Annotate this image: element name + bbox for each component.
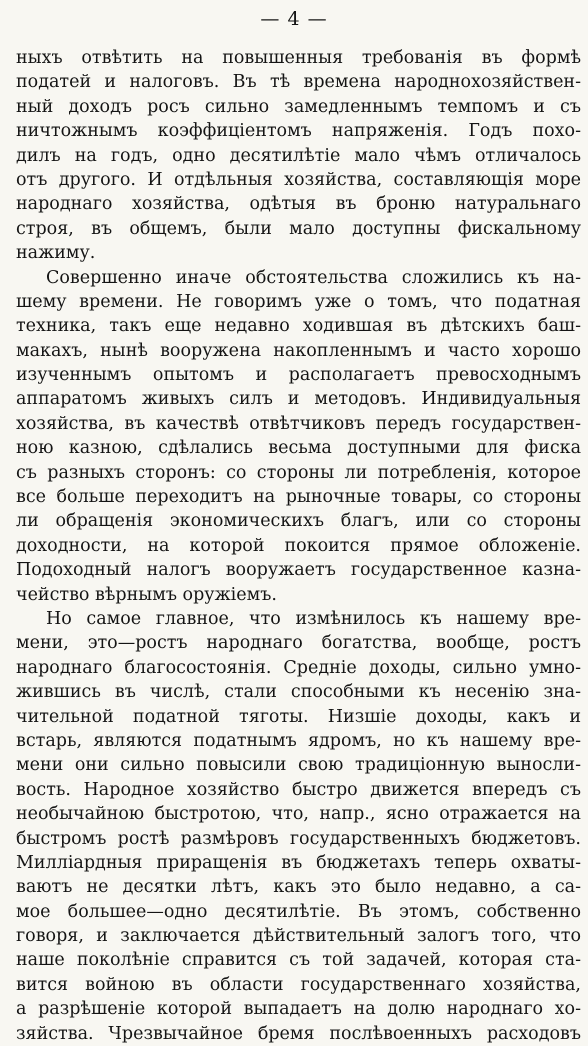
body-text	[16, 46, 581, 1046]
text-line: ною казною, сдѣлались весьма доступными для фиска	[16, 438, 581, 459]
text-line: а разрѣшеніе которой выпадаетъ на долю народнаго хо-	[16, 999, 581, 1020]
text-line: Подоходный налогъ вооружаетъ государственное казна-	[16, 560, 581, 581]
text-line: говоря, и заключается дѣйствительный залогъ того, что	[16, 926, 581, 947]
text-line: Совершенно иначе обстоятельства сложились къ на-	[46, 267, 581, 288]
text-line: аппаратомъ живыхъ силъ и методовъ. Индивидуальныя	[16, 389, 581, 410]
text-line: народнаго хозяйства, одѣтыя въ броню натуральнаго	[16, 194, 581, 215]
page-number: — 4 —	[260, 8, 328, 30]
text-line: ный доходъ росъ сильно замедленнымъ темпомъ и съ	[16, 96, 581, 117]
text-line: доходности, на которой покоится прямое обложеніе.	[16, 535, 581, 556]
text-line: чейство вѣрнымъ оружіемъ.	[16, 584, 277, 605]
text-line: ли обращенія экономическихъ благъ, или со стороны	[16, 511, 581, 532]
text-line: мени они сильно повысили свою традиціонную выносли-	[16, 755, 581, 776]
text-line: Но самое главное, что измѣнилось къ нашему вре-	[46, 608, 581, 629]
paragraph	[16, 266, 581, 607]
text-line: ваютъ не десятки лѣтъ, какъ это было недавно, а са-	[16, 877, 581, 898]
paragraph	[16, 46, 581, 266]
text-line: мени, это—ростъ народнаго богатства, вообще, ростъ	[16, 633, 581, 654]
text-line: Милліардныя приращенія въ бюджетахъ теперь охваты-	[16, 852, 581, 873]
text-line: съ разныхъ сторонъ: со стороны ли потребленія, которое	[16, 462, 581, 483]
text-line: встарь, являются податнымъ ядромъ, но къ нашему вре-	[16, 730, 581, 751]
text-line: необычайною быстротою, что, напр., ясно отражается на	[16, 804, 581, 825]
text-line: отъ другого. И отдѣльныя хозяйства, составляющія море	[16, 169, 581, 190]
text-line: макахъ, нынѣ вооружена накопленнымъ и часто хорошо	[16, 340, 581, 361]
text-line: нажиму.	[16, 243, 96, 264]
text-line: ныхъ отвѣтить на повышенныя требованія въ формѣ	[16, 48, 581, 68]
text-line: жившись въ числѣ, стали способными къ несенію зна-	[16, 682, 581, 703]
text-line: все больше переходитъ на рыночные товары, со стороны	[16, 487, 581, 508]
text-line: вится войною въ области государственнаго хозяйства,	[16, 974, 581, 995]
text-line: быстромъ ростѣ размѣровъ государственныхъ бюджетовъ.	[16, 828, 581, 849]
text-line: вость. Народное хозяйство быстро движется впередъ съ	[16, 779, 581, 800]
text-line: податей и налоговъ. Въ тѣ времена народнохозяйствен-	[16, 72, 581, 93]
paragraph	[16, 607, 581, 1046]
text-line: чительной податной тяготы. Низшіе доходы, какъ и	[16, 706, 581, 727]
text-line: мое большее—одно десятилѣтіе. Въ этомъ, собственно	[16, 901, 581, 922]
text-line: зяйства. Чрезвычайное бремя послѣвоенныхъ расходовъ	[16, 1023, 581, 1044]
text-line: хозяйства, въ качествѣ отвѣтчиковъ передъ государствен-	[16, 413, 581, 434]
text-line: шему времени. Не говоримъ уже о томъ, что податная	[16, 291, 581, 312]
text-line: ничтожнымъ коэффиціентомъ напряженія. Годъ похо-	[16, 121, 581, 142]
text-line: техника, такъ еще недавно ходившая въ дѣтскихъ баш-	[16, 316, 581, 337]
text-line: строя, въ общемъ, были мало доступны фискальному	[16, 218, 581, 239]
text-line: наше поколѣніе справится съ той задачей, которая ста-	[16, 950, 581, 971]
text-line: изученнымъ опытомъ и располагаетъ превосходнымъ	[16, 365, 581, 386]
text-line: народнаго благосостоянія. Средніе доходы, сильно умно-	[16, 657, 581, 678]
text-line: дилъ на годъ, одно десятилѣтіе мало чѣмъ отличалось	[16, 145, 581, 166]
